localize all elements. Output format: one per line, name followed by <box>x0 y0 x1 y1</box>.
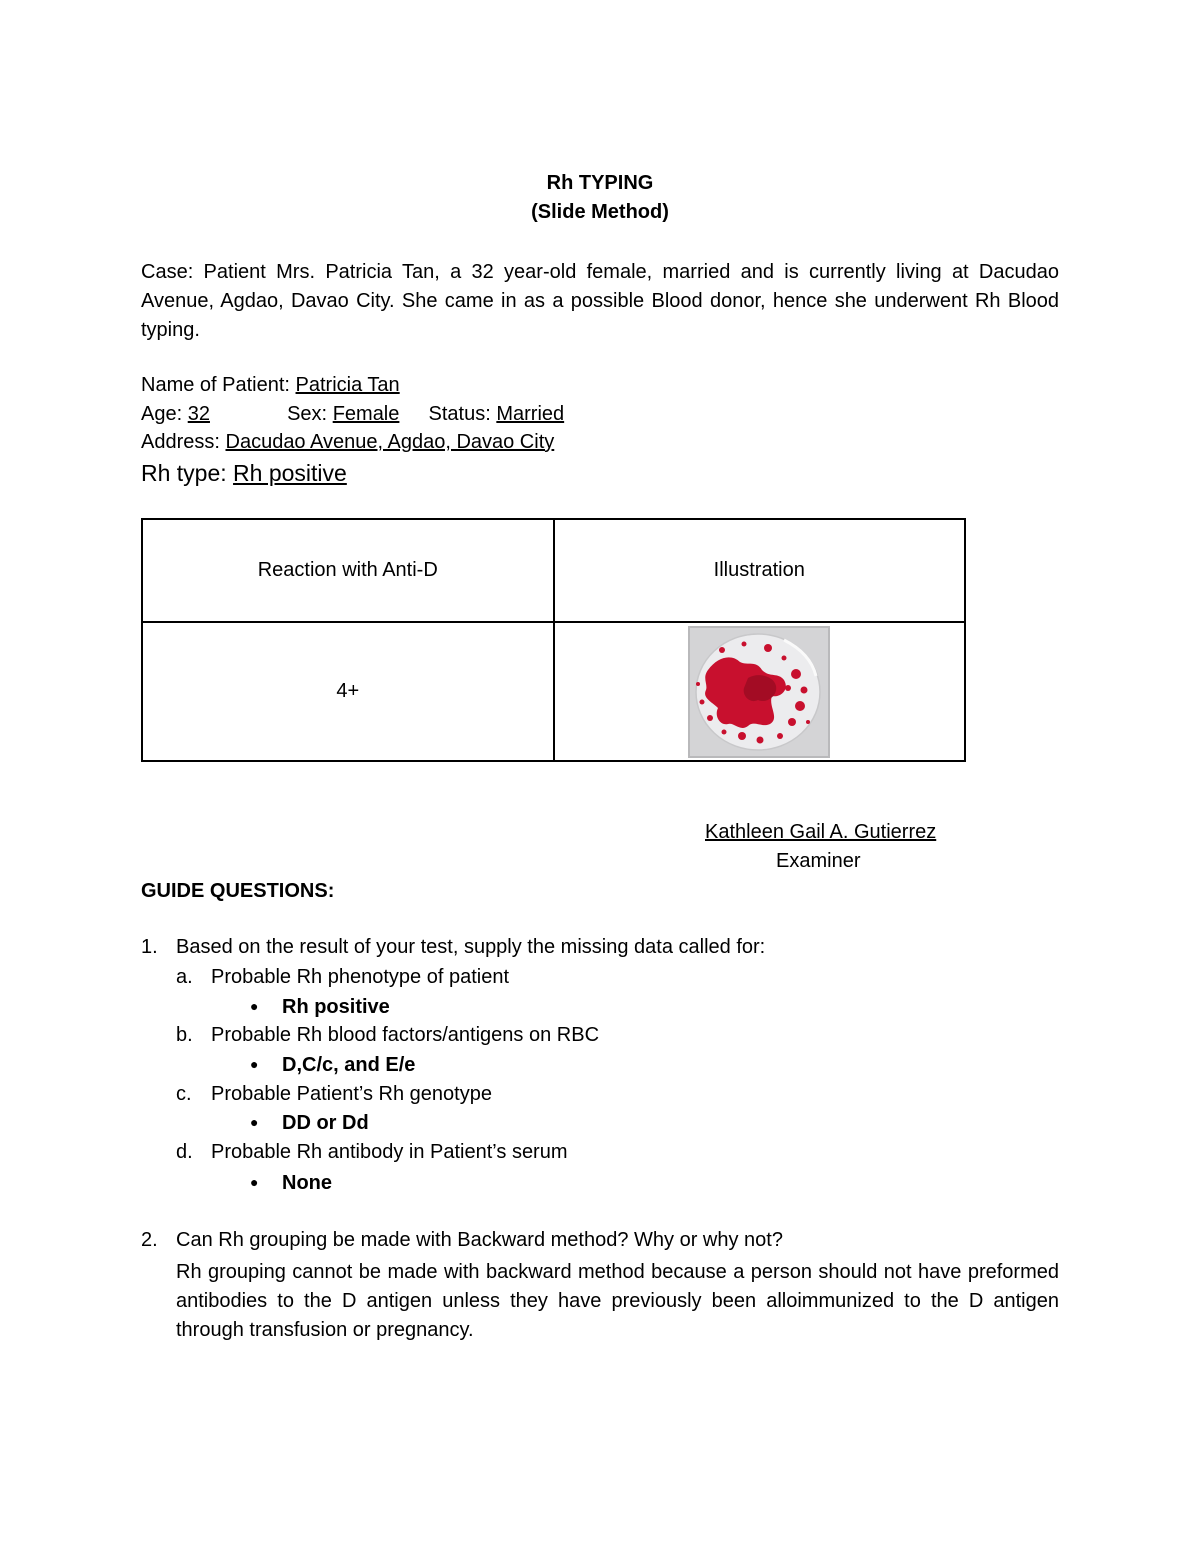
question-2-text: Can Rh grouping be made with Backward method? Why or why not? <box>176 1229 783 1251</box>
item-d-letter: d. <box>176 1141 193 1163</box>
question-2-number: 2. <box>141 1229 158 1251</box>
header-reaction: Reaction with Anti-D <box>142 519 554 622</box>
item-c-letter: c. <box>176 1083 192 1105</box>
patient-name-row <box>141 374 400 397</box>
case-description: Case: Patient Mrs. Patricia Tan, a 32 year-old female, married and is currently living at Dacudao Avenue, Agdao, Davao City. She came in as a possible Blood donor, hence she underwent Rh Blood typing. <box>141 261 1059 341</box>
document-subtitle: (Slide Method) <box>531 201 669 223</box>
rh-type-value: Rh positive <box>233 460 347 486</box>
guide-questions-heading: GUIDE QUESTIONS: <box>141 880 335 902</box>
bullet-icon: ● <box>250 1114 259 1130</box>
examiner-role: Examiner <box>776 850 861 872</box>
header-illustration: Illustration <box>554 519 966 622</box>
patient-sex: Female <box>332 403 400 425</box>
table-row <box>142 622 965 761</box>
status-label: Status: <box>428 403 491 425</box>
item-c-text: Probable Patient’s Rh genotype <box>211 1083 492 1105</box>
slide-agglutination-image <box>688 626 830 758</box>
bullet-icon: ● <box>250 998 259 1014</box>
bullet-icon: ● <box>250 1174 259 1190</box>
rh-type-row <box>141 460 347 487</box>
document-title: Rh TYPING <box>546 172 654 194</box>
illustration-cell <box>554 622 966 761</box>
name-label: Name of Patient: <box>141 374 290 396</box>
question-1-number: 1. <box>141 936 158 958</box>
address-label: Address: <box>141 431 220 453</box>
patient-age: 32 <box>187 403 210 425</box>
item-b-answer: D,C/c, and E/e <box>282 1054 416 1076</box>
patient-status: Married <box>496 403 565 425</box>
patient-address-row <box>141 431 554 454</box>
question-2-answer: Rh grouping cannot be made with backward method because a person should not have preformed antibodies to the D antigen unless they have previously been alloimmunized to the D antigen through transfusion or pregnancy. <box>176 1261 1059 1341</box>
age-label: Age: <box>141 403 183 425</box>
sex-label: Sex: <box>287 403 328 425</box>
item-c-answer: DD or Dd <box>282 1112 369 1134</box>
item-a-letter: a. <box>176 966 193 988</box>
item-b-letter: b. <box>176 1024 193 1046</box>
result-table <box>141 518 966 762</box>
bullet-icon: ● <box>250 1056 259 1072</box>
rh-type-label: Rh type: <box>141 460 227 486</box>
item-a-answer: Rh positive <box>282 996 390 1018</box>
question-1-text: Based on the result of your test, supply the missing data called for: <box>176 936 766 958</box>
item-d-answer: None <box>282 1172 332 1194</box>
patient-address: Dacudao Avenue, Agdao, Davao City <box>225 431 555 453</box>
patient-details-row <box>141 403 564 426</box>
reaction-value: 4+ <box>142 622 554 761</box>
table-header-row <box>142 519 965 622</box>
item-a-text: Probable Rh phenotype of patient <box>211 966 509 988</box>
item-b-text: Probable Rh blood factors/antigens on RBC <box>211 1024 600 1046</box>
item-d-text: Probable Rh antibody in Patient’s serum <box>211 1141 568 1163</box>
patient-name: Patricia Tan <box>295 374 400 396</box>
examiner-name: Kathleen Gail A. Gutierrez <box>705 821 937 843</box>
